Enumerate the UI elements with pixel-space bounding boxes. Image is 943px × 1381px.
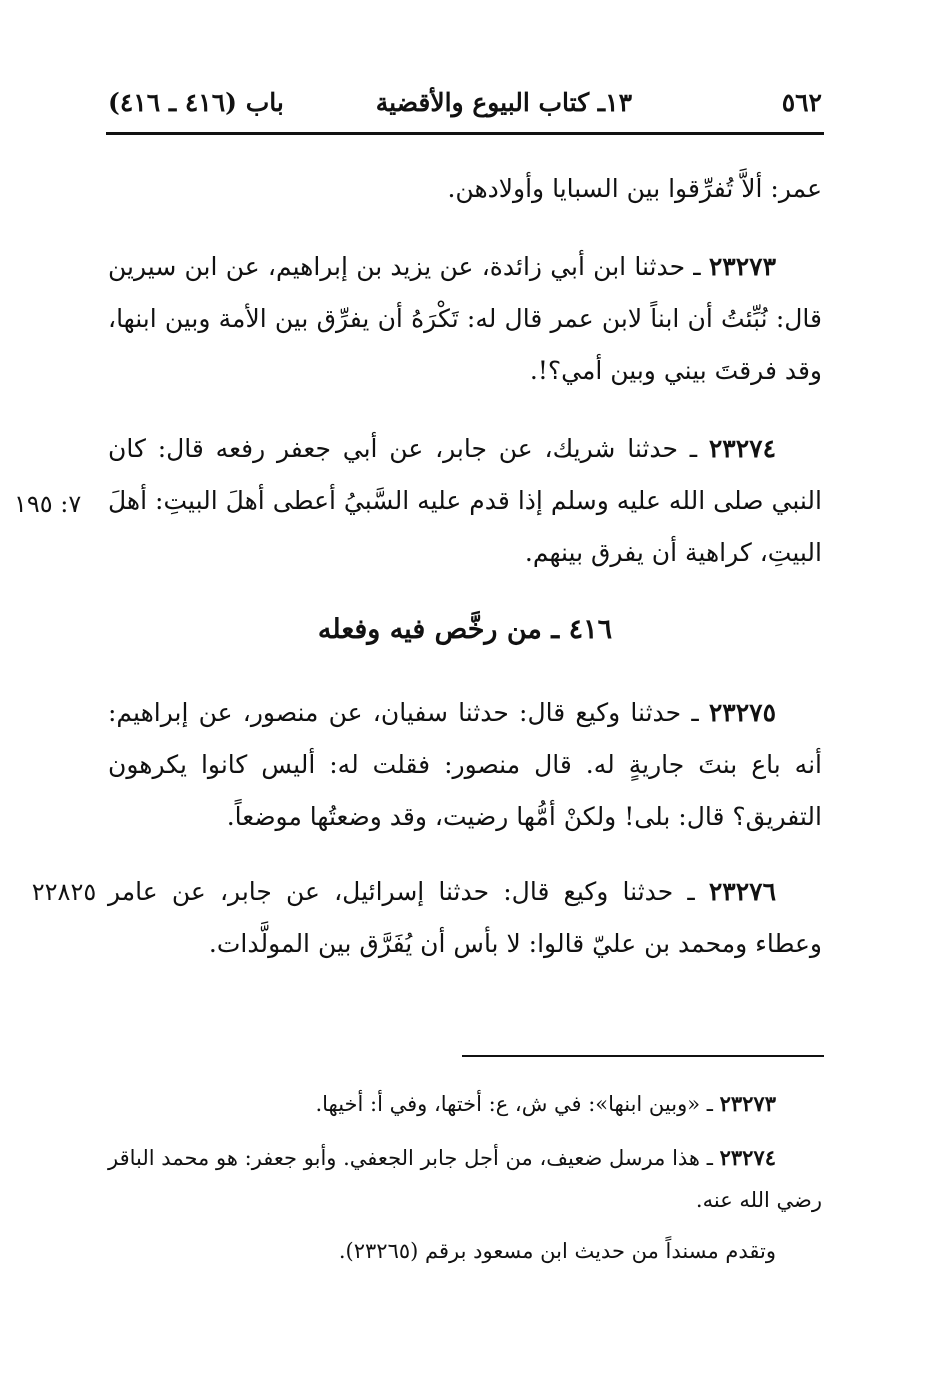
hadith-text: ـ حدثنا وكيع قال: حدثنا سفيان، عن منصور، عن إبراهيم: أنه باع بنتَ جاريةٍ له. قال منصور: فقلت له: أليس كانوا يكرهون التفريق؟ قال: بلى! ولكنْ أمُّها رضيت، وقد وضعتُها موضعاً. [108,698,822,831]
section-heading: ٤١٦ ـ من رخَّص فيه وفعله [317,614,613,645]
hadith-number: ٢٣٢٧٤ [708,434,776,463]
hadith-23275 [108,687,822,843]
margin-reference: ٧: ١٩٥ [14,490,82,518]
margin-reference: ٢٢٨٢٥ [31,878,97,906]
paragraph-text: عمر: ألاَّ تُفرِّقوا بين السبايا وأولادهن. [447,174,822,203]
footnote-rule [462,1055,824,1057]
hadith-23273 [108,241,822,397]
chapter-range: باب (٤١٦ ـ ٤١٦) [108,88,284,117]
page-number: ٥٦٢ [781,88,822,117]
hadith-number: ٢٣٢٧٥ [708,698,776,727]
footnote-text: وتقدم مسنداً من حديث ابن مسعود برقم (٢٣٢٦٥). [338,1239,776,1263]
footnote-number: ٢٣٢٧٤ [719,1145,776,1170]
paragraph-continuation [108,163,822,215]
book-title: ١٣ـ كتاب البيوع والأقضية [375,88,632,117]
hadith-number: ٢٣٢٧٣ [708,252,776,281]
footnote-text: ـ هذا مرسل ضعيف، من أجل جابر الجعفي. وأبو جعفر: هو محمد الباقر رضي الله عنه. [108,1146,822,1212]
footnote-23273 [108,1083,822,1125]
page-header [108,88,822,128]
hadith-23274 [108,423,822,579]
hadith-text: ـ حدثنا وكيع قال: حدثنا إسرائيل، عن جابر، عن عامر وعطاء ومحمد بن عليّ قالوا: لا بأس أن يُفَرَّق بين المولَّدات. [108,877,822,958]
footnote-23274 [108,1137,822,1221]
footnote-text: ـ «وبين ابنها»: في ش، ع: أختها، وفي أ: أخيها. [315,1092,720,1116]
hadith-text: ـ حدثنا ابن أبي زائدة، عن يزيد بن إبراهيم، عن ابن سيرين قال: نُبِّئتُ أن ابناً لابن عمر قال له: تَكْرَهُ أن يفرِّق بين الأمة وبين ابنها، وقد فرقتَ بيني وبين أمي؟!. [108,252,822,385]
header-rule [106,132,824,135]
hadith-number: ٢٣٢٧٦ [708,877,776,906]
footnote-continuation [108,1230,822,1272]
hadith-text: ـ حدثنا شريك، عن جابر، عن أبي جعفر رفعه قال: كان النبي صلى الله عليه وسلم إذا قدم عليه السَّبيُ أعطى أهلَ البيتِ: أهلَ البيتِ، كراهية أن يفرق بينهم. [108,434,822,567]
hadith-23276 [108,866,822,970]
footnote-number: ٢٣٢٧٣ [719,1091,776,1116]
